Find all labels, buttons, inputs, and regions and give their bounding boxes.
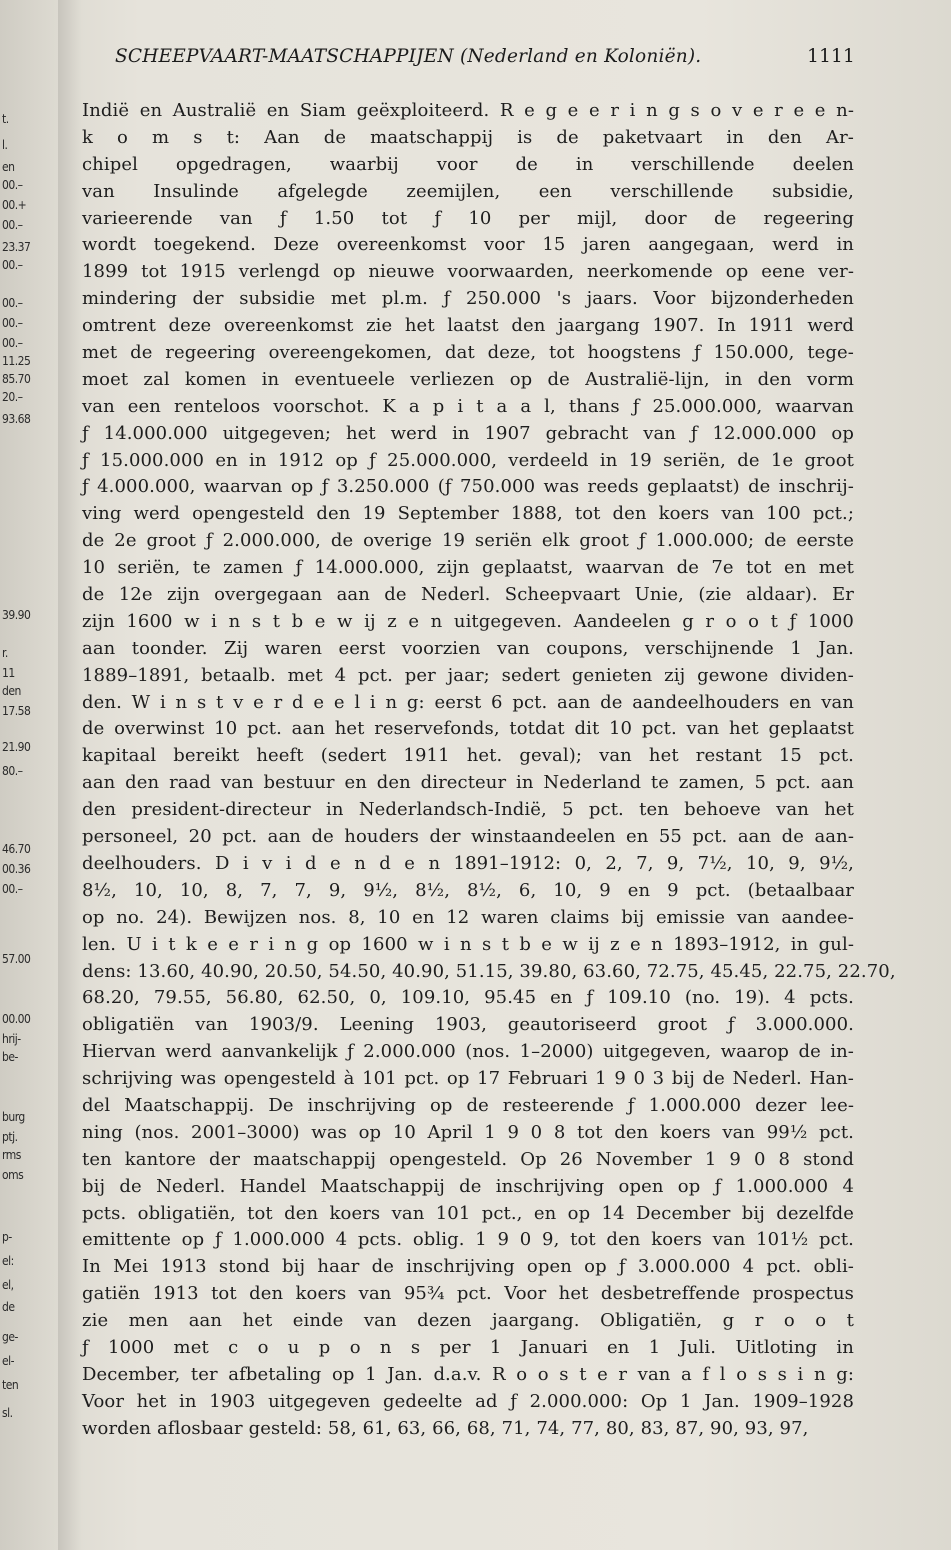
text-line: pcts. obligatiën, tot den koers van 101 pct., en op 14 December bij dezelfde [82, 1202, 854, 1224]
text-line: 1889–1891, betaalb. met 4 pct. per jaar; sedert genieten zij gewone dividen- [82, 664, 854, 686]
text-line: ning (nos. 2001–3000) was op 10 April 1 9 0 8 tot den koers van 99½ pct. [82, 1121, 854, 1143]
margin-fragment: 00.– [2, 882, 23, 896]
margin-fragment: den [2, 684, 21, 698]
text-line: zie men aan het einde van dezen jaargang. Obligatiën, g r o o t [82, 1310, 854, 1332]
margin-fragment: de [2, 1300, 15, 1314]
text-line: van een renteloos voorschot. K a p i t a a l, thans ƒ 25.000.000, waarvan [82, 395, 854, 417]
text-line: gatiën 1913 tot den koers van 95¾ pct. Voor het desbetreffende prospectus [82, 1283, 854, 1305]
text-line: den president-directeur in Nederlandsch-Indië, 5 pct. ten behoeve van het [82, 799, 854, 821]
margin-fragment: en [2, 160, 15, 174]
margin-fragment: 00.– [2, 336, 23, 350]
margin-fragment: 00.36 [2, 862, 31, 876]
previous-page-margin [0, 0, 60, 1550]
text-line: obligatiën van 1903/9. Leening 1903, geautoriseerd groot ƒ 3.000.000. [82, 1014, 854, 1036]
text-line: met de regeering overeengekomen, dat deze, tot hoogstens ƒ 150.000, tege- [82, 342, 854, 364]
margin-fragment: hrij- [2, 1032, 21, 1046]
margin-fragment: el: [2, 1254, 14, 1268]
margin-fragment: 39.90 [2, 608, 31, 622]
margin-fragment: 00.– [2, 296, 23, 310]
margin-fragment: 11.25 [2, 354, 31, 368]
text-line: deelhouders. D i v i d e n d e n 1891–1912: 0, 2, 7, 9, 7½, 10, 9, 9½, [82, 852, 854, 874]
page-number: 1111 [807, 46, 855, 67]
text-line: Hiervan werd aanvankelijk ƒ 2.000.000 (nos. 1–2000) uitgegeven, waarop de in- [82, 1041, 854, 1063]
margin-fragment: 17.58 [2, 704, 31, 718]
text-line: 68.20, 79.55, 56.80, 62.50, 0, 109.10, 95.45 en ƒ 109.10 (no. 19). 4 pcts. [82, 987, 854, 1009]
text-line: kapitaal bereikt heeft (sedert 1911 het. geval); van het restant 15 pct. [82, 745, 854, 767]
text-line: bij de Nederl. Handel Maatschappij de inschrijving open op ƒ 1.000.000 4 [82, 1175, 854, 1197]
margin-fragment: 80.– [2, 764, 23, 778]
margin-fragment: 23.37 [2, 240, 31, 254]
text-line: ten kantore der maatschappij opengesteld. Op 26 November 1 9 0 8 stond [82, 1148, 854, 1170]
body-text [82, 98, 896, 1443]
text-line: Indië en Australië en Siam geëxploiteerd. R e g e e r i n g s o v e r e e n- [82, 100, 854, 121]
margin-fragment: 00.+ [2, 198, 27, 212]
text-line: varieerende van ƒ 1.50 tot ƒ 10 per mijl, door de regeering [82, 207, 854, 229]
margin-fragment: el, [2, 1278, 14, 1292]
text-line: ƒ 14.000.000 uitgegeven; het werd in 1907 gebracht van ƒ 12.000.000 op [82, 422, 854, 444]
text-line: aan toonder. Zij waren eerst voorzien van coupons, verschijnende 1 Jan. [82, 637, 854, 659]
text-line: dens: 13.60, 40.90, 20.50, 54.50, 40.90, 51.15, 39.80, 63.60, 72.75, 45.45, 22.75, 22.70, [82, 960, 896, 982]
margin-fragment: rms [2, 1148, 21, 1162]
margin-fragment: 00.– [2, 218, 23, 232]
text-line: de 12e zijn overgegaan aan de Nederl. Scheepvaart Unie, (zie aldaar). Er [82, 584, 854, 606]
margin-fragment: l. [2, 138, 8, 152]
margin-fragment: 11 [2, 666, 15, 680]
margin-fragment: oms [2, 1168, 24, 1182]
text-line: van Insulinde afgelegde zeemijlen, een verschillende subsidie, [82, 180, 854, 202]
running-head [115, 46, 855, 76]
text-line: ving werd opengesteld den 19 September 1888, tot den koers van 100 pct.; [82, 503, 854, 525]
margin-fragment: be- [2, 1050, 18, 1064]
margin-fragment: burg [2, 1110, 25, 1124]
gutter-shadow [58, 0, 82, 1550]
margin-fragment: t. [2, 112, 9, 126]
margin-fragment: ptj. [2, 1130, 18, 1144]
text-line: 10 seriën, te zamen ƒ 14.000.000, zijn geplaatst, waarvan de 7e tot en met [82, 557, 854, 579]
margin-fragment: 46.70 [2, 842, 31, 856]
bleed-through-text [440, 1458, 680, 1488]
margin-fragment: ge- [2, 1330, 18, 1344]
text-line: wordt toegekend. Deze overeenkomst voor 15 jaren aangegaan, werd in [82, 234, 854, 256]
text-line: December, ter afbetaling op 1 Jan. d.a.v. R o o s t e r van a f l o s s i n g: [82, 1363, 854, 1385]
margin-fragment: 00.– [2, 178, 23, 192]
text-line: ƒ 15.000.000 en in 1912 op ƒ 25.000.000, verdeeld in 19 seriën, de 1e groot [82, 449, 854, 471]
text-line: In Mei 1913 stond bij haar de inschrijving open op ƒ 3.000.000 4 pct. obli- [82, 1256, 854, 1278]
text-line: emittente op ƒ 1.000.000 4 pcts. oblig. 1 9 0 9, tot den koers van 101½ pct. [82, 1229, 854, 1251]
text-line: ƒ 4.000.000, waarvan op ƒ 3.250.000 (ƒ 750.000 was reeds geplaatst) de inschrij- [82, 476, 854, 498]
text-line: del Maatschappij. De inschrijving op de resteerende ƒ 1.000.000 dezer lee- [82, 1094, 854, 1116]
margin-fragment: r. [2, 646, 8, 660]
text-line: len. U i t k e e r i n g op 1600 w i n s t b e w ij z e n 1893–1912, in gul- [82, 933, 854, 955]
margin-fragment: ten [2, 1378, 19, 1392]
margin-fragment: 00.– [2, 258, 23, 272]
margin-fragment: 20.– [2, 390, 23, 404]
margin-fragment: el- [2, 1354, 15, 1368]
margin-fragment: 21.90 [2, 740, 31, 754]
text-line: ƒ 1000 met c o u p o n s per 1 Januari en 1 Juli. Uitloting in [82, 1336, 854, 1358]
margin-fragment: sl. [2, 1406, 13, 1420]
text-line: 1899 tot 1915 verlengd op nieuwe voorwaarden, neerkomende op eene ver- [82, 261, 854, 283]
text-line: de overwinst 10 pct. aan het reservefonds, totdat dit 10 pct. van het geplaatst [82, 718, 854, 740]
running-head-title: SCHEEPVAART-MAATSCHAPPIJEN (Nederland en Koloniën). [115, 46, 702, 67]
text-line: den. W i n s t v e r d e e l i n g: eerst 6 pct. aan de aandeelhouders en van [82, 691, 854, 713]
margin-fragment: 00.– [2, 316, 23, 330]
text-line: schrijving was opengesteld à 101 pct. op 17 Februari 1 9 0 3 bij de Nederl. Han- [82, 1068, 854, 1090]
margin-fragment: 57.00 [2, 952, 31, 966]
text-line: personeel, 20 pct. aan de houders der winstaandeelen en 55 pct. aan de aan- [82, 826, 854, 848]
text-line: worden aflosbaar gesteld: 58, 61, 63, 66, 68, 71, 74, 77, 80, 83, 87, 90, 93, 97, [82, 1417, 809, 1439]
text-line: omtrent deze overeenkomst zie het laatst den jaargang 1907. In 1911 werd [82, 315, 854, 337]
margin-fragment: 93.68 [2, 412, 31, 426]
text-line: chipel opgedragen, waarbij voor de in verschillende deelen [82, 153, 854, 175]
text-line: Voor het in 1903 uitgegeven gedeelte ad ƒ 2.000.000: Op 1 Jan. 1909–1928 [82, 1390, 854, 1412]
margin-fragment: 00.00 [2, 1012, 31, 1026]
margin-fragment: p- [2, 1230, 12, 1244]
text-line: k o m s t: Aan de maatschappij is de paketvaart in den Ar- [82, 126, 854, 148]
text-line: aan den raad van bestuur en den directeur in Nederland te zamen, 5 pct. aan [82, 772, 854, 794]
text-line: moet zal komen in eventueele verliezen op de Australië-lijn, in den vorm [82, 368, 854, 390]
text-line: 8½, 10, 10, 8, 7, 7, 9, 9½, 8½, 8½, 6, 10, 9 en 9 pct. (betaalbaar [82, 879, 854, 901]
margin-fragment: 85.70 [2, 372, 31, 386]
text-line: op no. 24). Bewijzen nos. 8, 10 en 12 waren claims bij emissie van aandee- [82, 906, 854, 928]
text-line: mindering der subsidie met pl.m. ƒ 250.000 's jaars. Voor bijzonderheden [82, 288, 854, 310]
text-line: zijn 1600 w i n s t b e w ij z e n uitgegeven. Aandeelen g r o o t ƒ 1000 [82, 610, 854, 632]
text-line: de 2e groot ƒ 2.000.000, de overige 19 seriën elk groot ƒ 1.000.000; de eerste [82, 530, 854, 552]
